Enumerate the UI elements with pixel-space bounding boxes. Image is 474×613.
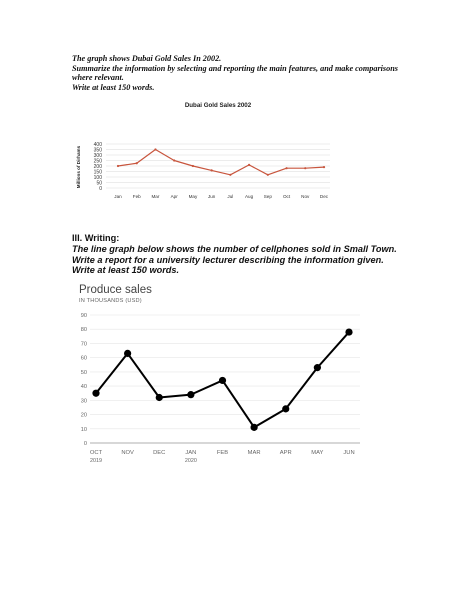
chart1-y-axis-label: Millions of Dirhams (76, 145, 81, 189)
chart1-x-tick-label: Dec (319, 194, 329, 199)
chart2-x-tick-label: OCT (89, 450, 103, 456)
chart2-y-tick-label: 0 (83, 441, 87, 447)
chart1-x-tick-label: Mar (151, 194, 160, 199)
chart1-data-point (267, 174, 269, 176)
chart1-data-point (285, 167, 287, 169)
chart2-x-tick-label: MAY (311, 450, 324, 456)
chart1-y-tick-label: 300 (93, 153, 102, 159)
chart1-data-point (136, 162, 138, 164)
chart1-title: Dubai Gold Sales 2002 (184, 102, 252, 109)
chart2-data-point (314, 364, 321, 371)
chart2-data-point (251, 424, 258, 431)
chart2-x-tick-sublabel: 2019 (90, 458, 102, 464)
chart2-x-tick-label: DEC (153, 450, 166, 456)
chart1-y-tick-label: 400 (93, 142, 102, 148)
chart2-y-tick-label: 70 (80, 341, 87, 348)
chart1-y-tick-label: 350 (93, 147, 102, 154)
chart2-x-tick-label: APR (279, 450, 292, 456)
chart2-y-tick-label: 40 (80, 384, 87, 391)
chart2-data-point (124, 350, 131, 357)
chart1-x-tick-label: Jan (114, 194, 122, 199)
task1-line-2: Summarize the information by selecting and reporting the main features, and make comparisons (72, 63, 398, 73)
chart1-data-point (173, 159, 175, 161)
chart2-title: Produce sales (79, 284, 152, 296)
task1-instructions (72, 54, 422, 92)
chart1-data-point (192, 165, 194, 167)
chart1-y-tick-label: 100 (93, 175, 102, 181)
chart2-y-tick-label: 20 (80, 412, 87, 419)
chart1-x-tick-label: Feb (132, 194, 141, 199)
chart2-y-tick-label: 80 (80, 327, 87, 334)
chart1-y-tick-label: 50 (96, 180, 102, 187)
dubai-gold-sales-chart (72, 100, 337, 210)
chart1-data-point (323, 166, 325, 168)
chart1-x-tick-label: May (188, 194, 198, 199)
chart1-x-tick-label: Apr (170, 194, 178, 199)
writing-heading: III. Writing: (72, 233, 120, 243)
chart1-x-tick-label: Oct (282, 194, 291, 199)
task2-instructions (72, 233, 432, 276)
chart1-y-tick-label: 200 (93, 164, 102, 170)
chart1-y-tick-label: 250 (93, 158, 102, 165)
chart2-y-tick-label: 60 (80, 355, 87, 362)
chart1-data-point (248, 164, 250, 166)
produce-sales-chart (76, 282, 366, 472)
task2-line-3: Write at least 150 words. (72, 265, 180, 276)
chart1-x-tick-label: Aug (244, 194, 254, 199)
chart2-x-tick-label: NOV (121, 450, 134, 456)
chart2-data-point (219, 377, 226, 384)
chart1-data-point (229, 174, 231, 176)
chart2-data-point (345, 328, 352, 335)
task2-line-2: Write a report for a university lecturer describing the information given. (72, 254, 384, 265)
chart2-x-tick-label: MAR (247, 450, 261, 456)
chart2-data-point (92, 390, 99, 397)
chart1-x-tick-label: Nov (301, 194, 310, 199)
chart2-x-tick-label: JAN (185, 450, 197, 456)
chart1-y-tick-label: 150 (93, 169, 102, 176)
chart1-x-tick-label: Jun (207, 194, 216, 199)
chart1-data-point (304, 167, 306, 169)
chart2-x-tick-label: FEB (216, 450, 229, 456)
chart2-y-tick-label: 90 (80, 313, 87, 319)
chart2-y-tick-label: 10 (80, 426, 87, 433)
chart2-x-tick-sublabel: 2020 (184, 458, 197, 464)
task2-line-1: The line graph below shows the number of cellphones sold in Small Town. (72, 244, 397, 254)
chart2-x-tick-label: JUN (343, 450, 355, 456)
chart2-y-tick-label: 50 (80, 369, 87, 376)
chart1-x-tick-label: Sep (263, 194, 272, 199)
chart2-data-point (156, 394, 163, 401)
task1-line-1: The graph shows Dubai Gold Sales In 2002. (72, 54, 222, 63)
chart2-data-point (187, 391, 194, 398)
chart2-subtitle: IN THOUSANDS (USD) (79, 298, 142, 304)
chart1-y-tick-label: 0 (99, 186, 102, 192)
task1-line-3: where relevant. (72, 73, 124, 83)
chart1-series-line (118, 150, 324, 175)
chart1-data-point (154, 148, 156, 150)
chart1-data-point (211, 169, 213, 171)
chart2-data-point (282, 405, 289, 412)
chart1-x-tick-label: Jul (227, 194, 234, 199)
task1-line-4: Write at least 150 words. (72, 82, 155, 92)
chart2-y-tick-label: 30 (80, 398, 87, 405)
chart1-data-point (117, 165, 119, 167)
